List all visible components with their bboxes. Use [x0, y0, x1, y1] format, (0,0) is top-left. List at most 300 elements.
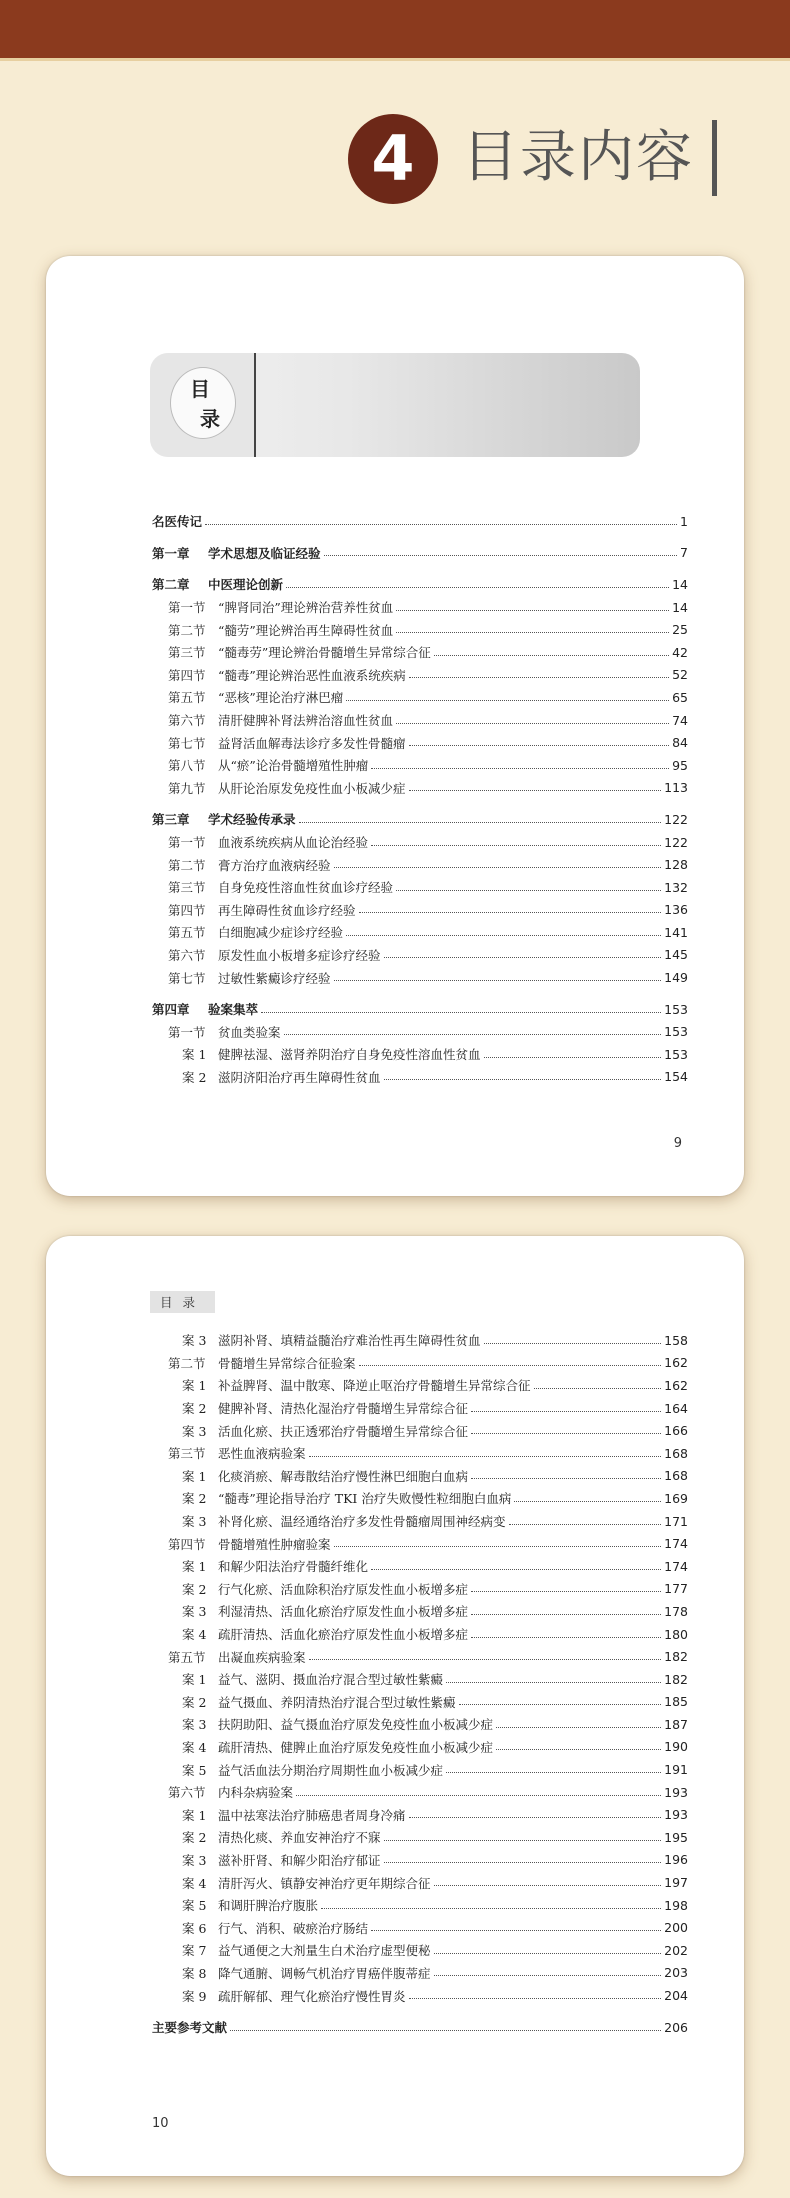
toc-entry-label: [152, 598, 393, 616]
toc-entry-title: 验案集萃: [208, 1002, 259, 1018]
toc-entry-title: “脾肾同治”理论辨治营养性贫血: [218, 600, 394, 616]
toc-entry-page: 206: [664, 2019, 688, 2035]
toc-entry-prefix: 第一章: [152, 545, 190, 561]
toc-entry-title: “髓劳”理论辨治再生障碍性贫血: [218, 622, 394, 638]
toc-entry: [152, 1623, 688, 1646]
toc-leader-dots: [534, 1388, 662, 1389]
toc-entry: [152, 731, 688, 754]
toc-entry-prefix: 案 5: [182, 1762, 207, 1778]
toc-leader-dots: [286, 587, 669, 588]
toc-entry-label: [152, 810, 296, 828]
toc-entry-page: 25: [672, 622, 688, 638]
toc-entry-page: 169: [664, 1490, 688, 1506]
toc-entry-label: [152, 878, 393, 896]
toc-entry-title: 从“瘀”论治骨髓增殖性肿瘤: [218, 758, 369, 774]
toc-entry-prefix: 第六节: [168, 1785, 206, 1801]
toc-entry-label: [152, 711, 393, 729]
toc-leader-dots: [384, 1079, 662, 1080]
toc-entry: [152, 618, 688, 641]
toc-entry: [152, 998, 688, 1021]
toc-entry-title: 降气通腑、调畅气机治疗胃癌伴腹蒂症: [218, 1965, 431, 1981]
toc-entry-label: [152, 575, 283, 593]
toc-leader-dots: [261, 1012, 661, 1013]
toc-entry-page: 198: [664, 1897, 688, 1913]
toc-entry-label: [152, 1738, 493, 1756]
toc-list: [152, 1329, 688, 2038]
toc-entry-title: 血液系统疾病从血论治经验: [218, 835, 369, 851]
toc-leader-dots: [471, 1433, 661, 1434]
toc-entry-title: 补肾化瘀、温经通络治疗多发性骨髓瘤周围神经病变: [218, 1514, 506, 1530]
toc-entry-label: [152, 621, 393, 639]
toc-entry: [152, 1600, 688, 1623]
toc-entry-page: 204: [664, 1988, 688, 2004]
toc-leader-dots: [334, 980, 662, 981]
toc-entry: [152, 966, 688, 989]
toc-leader-dots: [409, 1817, 662, 1818]
top-banner-divider: [0, 58, 790, 61]
toc-entry-title: 骨髓增生异常综合征验案: [218, 1355, 356, 1371]
toc-leader-dots: [484, 1343, 662, 1344]
toc-entry-page: 74: [672, 712, 688, 728]
toc-entry-page: 193: [664, 1784, 688, 1800]
toc-entry-label: [152, 946, 381, 964]
toc-entry-label: [152, 1851, 381, 1869]
toc-leader-dots: [446, 1682, 661, 1683]
toc-entry: [152, 1894, 688, 1917]
toc-entry-page: 195: [664, 1829, 688, 1845]
toc-entry: [152, 1736, 688, 1759]
toc-entry-prefix: 第二章: [152, 577, 190, 593]
toc-entry-label: [152, 643, 431, 661]
toc-entry-title: 再生障碍性贫血诊疗经验: [218, 902, 356, 918]
toc-entry-title: 化痰消瘀、解毒散结治疗慢性淋巴细胞白血病: [218, 1468, 469, 1484]
toc-entry-page: 84: [672, 735, 688, 751]
toc-leader-dots: [371, 845, 661, 846]
toc-entry-prefix: 案 3: [182, 1604, 207, 1620]
toc-entry-title: 和解少阳法治疗骨髓纤维化: [218, 1559, 369, 1575]
toc-entry-label: [152, 901, 356, 919]
toc-entry-page: 182: [664, 1671, 688, 1687]
toc-entry-page: 196: [664, 1852, 688, 1868]
toc-entry-prefix: 第七节: [168, 735, 206, 751]
toc-entry-label: [152, 1896, 318, 1914]
toc-entry-prefix: 第一节: [168, 600, 206, 616]
toc-leader-dots: [334, 1546, 662, 1547]
toc-entry-page: 187: [664, 1716, 688, 1732]
toc-entry-title: 疏肝清热、健脾止血治疗原发免疫性血小板减少症: [218, 1739, 494, 1755]
toc-entry-label: [152, 1489, 511, 1507]
toc-entry: [152, 1020, 688, 1043]
toc-leader-dots: [205, 524, 677, 525]
toc-leader-dots: [384, 1862, 662, 1863]
toc-entry-label: [152, 856, 331, 874]
toc-entry-title: 清肝健脾补肾法辨治溶血性贫血: [218, 713, 394, 729]
toc-entry-title: 贫血类验案: [218, 1024, 281, 1040]
toc-entry-title: 名医传记: [152, 514, 203, 530]
toc-entry-prefix: 案 1: [182, 1047, 207, 1063]
toc-entry: [152, 1803, 688, 1826]
toc-entry-label: [152, 1987, 406, 2005]
toc-entry-page: 174: [664, 1558, 688, 1574]
page-number: 10: [152, 2116, 169, 2131]
toc-entry: [152, 899, 688, 922]
toc-entry: [152, 1442, 688, 1465]
section-number-badge: 4: [348, 114, 438, 204]
toc-entry-title: 健脾补肾、清热化湿治疗骨髓增生异常综合征: [218, 1401, 469, 1417]
toc-banner-char-1: 目: [190, 377, 210, 401]
toc-leader-dots: [471, 1478, 661, 1479]
toc-entry-page: 202: [664, 1942, 688, 1958]
toc-leader-dots: [299, 822, 662, 823]
toc-leader-dots: [396, 890, 661, 891]
toc-entry-label: [152, 1557, 368, 1575]
toc-entry-title: 滋阴济阳治疗再生障碍性贫血: [218, 1069, 381, 1085]
toc-entry-page: 149: [664, 970, 688, 986]
toc-entry: [152, 542, 688, 565]
toc-entry-title: 补益脾肾、温中散寒、降逆止呕治疗骨髓增生异常综合征: [218, 1378, 531, 1394]
toc-leader-dots: [409, 677, 669, 678]
toc-entry-page: 193: [664, 1807, 688, 1823]
toc-entry-title: 出凝血疾病验案: [218, 1649, 306, 1665]
book-page-9: [46, 256, 744, 1196]
toc-entry: [152, 1487, 688, 1510]
toc-entry-title: 活血化瘀、扶正透邪治疗骨髓增生异常综合征: [218, 1423, 469, 1439]
toc-entry-label: [152, 1512, 506, 1530]
toc-entry-prefix: 第五节: [168, 925, 206, 941]
toc-entry-label: [152, 1625, 468, 1643]
toc-entry: [152, 1465, 688, 1488]
toc-entry-title: 益气摄血、养阴清热治疗混合型过敏性紫癜: [218, 1694, 456, 1710]
toc-leader-dots: [384, 957, 662, 958]
toc-entry-prefix: 第二节: [168, 857, 206, 873]
toc-entry-prefix: 案 2: [182, 1581, 207, 1597]
toc-entry-page: 132: [664, 879, 688, 895]
toc-entry-prefix: 第五节: [168, 690, 206, 706]
toc-entry-prefix: 第八节: [168, 758, 206, 774]
toc-entry: [152, 573, 688, 596]
toc-entry: [152, 831, 688, 854]
toc-leader-dots: [359, 912, 662, 913]
toc-entry-prefix: 案 3: [182, 1852, 207, 1868]
toc-entry-page: 191: [664, 1762, 688, 1778]
toc-entry-prefix: 第六节: [168, 713, 206, 729]
toc-entry: [152, 921, 688, 944]
toc-entry-title: 中医理论创新: [208, 577, 284, 593]
toc-entry-page: 171: [664, 1513, 688, 1529]
toc-entry-page: 162: [664, 1355, 688, 1371]
toc-entry-page: 153: [664, 1024, 688, 1040]
toc-entry: [152, 754, 688, 777]
toc-entry: [152, 1374, 688, 1397]
toc-entry: [152, 1871, 688, 1894]
toc-entry-page: 128: [664, 857, 688, 873]
toc-entry-label: [152, 512, 202, 530]
toc-entry-title: 益气、滋阴、摄血治疗混合型过敏性紫癜: [218, 1672, 444, 1688]
toc-entry-title: 白细胞减少症诊疗经验: [218, 925, 344, 941]
toc-entry-label: [152, 1919, 368, 1937]
toc-entry-page: 95: [672, 757, 688, 773]
toc-entry-title: 清肝泻火、镇静安神治疗更年期综合征: [218, 1875, 431, 1891]
toc-entry: [152, 596, 688, 619]
toc-entry-title: 健脾祛湿、滋肾养阴治疗自身免疫性溶血性贫血: [218, 1047, 481, 1063]
toc-entry-prefix: 案 4: [182, 1627, 207, 1643]
toc-entry-title: 恶性血液病验案: [218, 1446, 306, 1462]
toc-leader-dots: [496, 1727, 661, 1728]
toc-entry-prefix: 案 6: [182, 1920, 207, 1936]
toc-entry-page: 203: [664, 1965, 688, 1981]
toc-entry-label: [152, 544, 321, 562]
toc-entry-label: [152, 1068, 381, 1086]
toc-entry: [152, 1555, 688, 1578]
section-header: [0, 100, 790, 210]
toc-entry-label: [152, 1964, 431, 1982]
toc-entry: [152, 664, 688, 687]
toc-entry-title: 滋阴补肾、填精益髓治疗难治性再生障碍性贫血: [218, 1333, 481, 1349]
toc-entry-prefix: 案 2: [182, 1830, 207, 1846]
toc-entry-prefix: 第七节: [168, 970, 206, 986]
toc-entry-title: 学术经验传承录: [208, 812, 296, 828]
toc-entry-page: 113: [664, 780, 688, 796]
toc-entry: [152, 1962, 688, 1985]
toc-entry: [152, 876, 688, 899]
toc-entry: [152, 853, 688, 876]
toc-entry-title: 骨髓增殖性肿瘤验案: [218, 1536, 331, 1552]
toc-entry-prefix: 案 4: [182, 1739, 207, 1755]
toc-entry-label: [152, 1580, 468, 1598]
toc-entry-title: 益气通便之大剂量生白术治疗虚型便秘: [218, 1943, 431, 1959]
toc-entry-title: “髓毒劳”理论辨治骨髓增生异常综合征: [218, 645, 431, 661]
toc-entry-prefix: 案 1: [182, 1378, 207, 1394]
toc-entry: [152, 1578, 688, 1601]
section-title-bar: [712, 120, 717, 196]
toc-leader-dots: [434, 1975, 662, 1976]
toc-entry-title: 行气、消积、破瘀治疗肠结: [218, 1920, 369, 1936]
toc-entry-title: “恶核”理论治疗淋巴瘤: [218, 690, 344, 706]
toc-entry: [152, 944, 688, 967]
toc-entry-label: [152, 1761, 443, 1779]
toc-entry-page: 14: [672, 599, 688, 615]
toc-entry-title: 疏肝清热、活血化瘀治疗原发性血小板增多症: [218, 1627, 469, 1643]
toc-entry-label: [152, 1000, 258, 1018]
toc-entry-prefix: 案 1: [182, 1807, 207, 1823]
toc-entry-label: [152, 1376, 531, 1394]
toc-entry-prefix: 第四节: [168, 1536, 206, 1552]
toc-leader-dots: [309, 1659, 662, 1660]
toc-entry-page: 14: [672, 576, 688, 592]
toc-entry-page: 177: [664, 1581, 688, 1597]
toc-leader-dots: [396, 632, 669, 633]
toc-entry: [152, 1826, 688, 1849]
toc-entry-page: 154: [664, 1069, 688, 1085]
toc-entry-page: 65: [672, 689, 688, 705]
toc-entry-label: [152, 779, 406, 797]
toc-entry-title: 从肝论治原发免疫性血小板减少症: [218, 780, 406, 796]
toc-entry: [152, 1510, 688, 1533]
toc-entry-label: [152, 1023, 281, 1041]
toc-leader-dots: [496, 1749, 661, 1750]
toc-entry-prefix: 案 2: [182, 1491, 207, 1507]
toc-entry-title: 利湿清热、活血化瘀治疗原发性血小板增多症: [218, 1604, 469, 1620]
toc-leader-dots: [471, 1411, 661, 1412]
toc-entry: [152, 641, 688, 664]
toc-entry-prefix: 第一节: [168, 1024, 206, 1040]
toc-entry-title: 行气化瘀、活血除积治疗原发性血小板增多症: [218, 1581, 469, 1597]
toc-entry-page: 42: [672, 644, 688, 660]
toc-entry-label: [152, 1467, 468, 1485]
toc-entry-title: 自身免疫性溶血性贫血诊疗经验: [218, 880, 394, 896]
toc-entry-page: 136: [664, 902, 688, 918]
toc-entry: [152, 1713, 688, 1736]
toc-entry-label: [152, 1806, 406, 1824]
toc-entry-prefix: 第五节: [168, 1649, 206, 1665]
toc-entry-prefix: 案 1: [182, 1559, 207, 1575]
toc-entry: [152, 1043, 688, 1066]
toc-leader-dots: [446, 1772, 661, 1773]
toc-leader-dots: [371, 768, 669, 769]
toc-entry: [152, 1781, 688, 1804]
toc-banner: [150, 353, 640, 457]
toc-entry-page: 141: [664, 924, 688, 940]
toc-entry-label: [152, 969, 331, 987]
toc-entry-prefix: 第四节: [168, 667, 206, 683]
toc-entry: [152, 1668, 688, 1691]
toc-entry-prefix: 第四节: [168, 902, 206, 918]
toc-entry-prefix: 案 9: [182, 1988, 207, 2004]
toc-entry-label: [152, 1670, 443, 1688]
toc-entry: [152, 1939, 688, 1962]
toc-entry-title: 主要参考文献: [152, 2020, 228, 2036]
toc-leader-dots: [371, 1569, 661, 1570]
toc-entry-prefix: 第三节: [168, 880, 206, 896]
toc-entry-label: [152, 2018, 227, 2036]
toc-entry: [152, 1419, 688, 1442]
toc-leader-dots: [509, 1524, 662, 1525]
toc-entry-page: 168: [664, 1445, 688, 1461]
toc-entry-prefix: 案 3: [182, 1423, 207, 1439]
toc-entry-prefix: 第二节: [168, 1355, 206, 1371]
toc-entry-label: [152, 1941, 431, 1959]
toc-entry-prefix: 案 5: [182, 1898, 207, 1914]
toc-entry-label: [152, 1399, 468, 1417]
toc-leader-dots: [471, 1614, 661, 1615]
toc-leader-dots: [434, 655, 669, 656]
toc-leader-dots: [346, 700, 669, 701]
toc-entry-prefix: 案 3: [182, 1514, 207, 1530]
toc-leader-dots: [409, 790, 662, 791]
toc-entry-prefix: 案 2: [182, 1694, 207, 1710]
toc-entry-label: [152, 666, 406, 684]
toc-entry-title: “髓毒”理论辨治恶性血液系统疾病: [218, 667, 406, 683]
toc-list: [152, 510, 688, 1088]
toc-entry-label: [152, 833, 368, 851]
toc-entry-title: 益肾活血解毒法诊疗多发性骨髓瘤: [218, 735, 406, 751]
toc-entry-page: 145: [664, 947, 688, 963]
toc-entry: [152, 709, 688, 732]
toc-entry-page: 174: [664, 1536, 688, 1552]
toc-entry-page: 153: [664, 1046, 688, 1062]
toc-entry-title: 益气活血法分期治疗周期性血小板减少症: [218, 1762, 444, 1778]
toc-entry-prefix: 第三节: [168, 645, 206, 661]
toc-entry-page: 153: [664, 1001, 688, 1017]
toc-leader-dots: [514, 1501, 661, 1502]
toc-entry-title: 和调肝脾治疗腹胀: [218, 1898, 319, 1914]
toc-entry: [152, 1849, 688, 1872]
section-title: 目录内容: [462, 125, 694, 190]
toc-entry-prefix: 案 2: [182, 1069, 207, 1085]
toc-entry-title: 内科杂病验案: [218, 1785, 294, 1801]
toc-leader-dots: [371, 1930, 661, 1931]
toc-entry-prefix: 第一节: [168, 835, 206, 851]
toc-entry-page: 178: [664, 1603, 688, 1619]
toc-leader-dots: [384, 1840, 662, 1841]
toc-entry-prefix: 第二节: [168, 622, 206, 638]
toc-entry-prefix: 案 3: [182, 1333, 207, 1349]
toc-entry: [152, 1329, 688, 1352]
toc-entry-page: 200: [664, 1920, 688, 1936]
toc-entry-title: 疏肝解郁、理气化瘀治疗慢性胃炎: [218, 1988, 406, 2004]
toc-leader-dots: [484, 1057, 662, 1058]
toc-entry: [152, 1397, 688, 1420]
toc-leader-dots: [409, 745, 670, 746]
toc-entry: [152, 1916, 688, 1939]
toc-entry-label: [152, 1874, 431, 1892]
toc-entry-title: 温中祛寒法治疗肺癌患者周身冷痛: [218, 1807, 406, 1823]
toc-entry-page: 162: [664, 1377, 688, 1393]
toc-leader-dots: [230, 2030, 661, 2031]
toc-leader-dots: [324, 555, 678, 556]
toc-leader-dots: [359, 1365, 662, 1366]
toc-leader-dots: [459, 1704, 662, 1705]
toc-entry-page: 158: [664, 1332, 688, 1348]
toc-leader-dots: [296, 1795, 661, 1796]
toc-entry-label: [152, 1648, 306, 1666]
toc-entry-prefix: 第三节: [168, 1446, 206, 1462]
toc-entry: [152, 1691, 688, 1714]
toc-leader-dots: [471, 1637, 661, 1638]
toc-entry-label: [152, 688, 343, 706]
toc-entry-page: 182: [664, 1649, 688, 1665]
toc-entry-prefix: 案 8: [182, 1965, 207, 1981]
toc-entry-prefix: 案 3: [182, 1717, 207, 1733]
toc-leader-dots: [396, 723, 669, 724]
toc-entry: [152, 1532, 688, 1555]
toc-leader-dots: [309, 1456, 662, 1457]
toc-entry-title: 学术思想及临证经验: [208, 545, 321, 561]
toc-leader-dots: [284, 1034, 662, 1035]
toc-entry: [152, 1352, 688, 1375]
toc-entry-label: [152, 734, 406, 752]
toc-leader-dots: [321, 1908, 661, 1909]
toc-entry-page: 185: [664, 1694, 688, 1710]
toc-leader-dots: [471, 1591, 661, 1592]
toc-entry-page: 7: [680, 545, 688, 561]
toc-entry: [152, 510, 688, 533]
toc-entry-prefix: 案 1: [182, 1672, 207, 1688]
toc-entry-title: 原发性血小板增多症诊疗经验: [218, 947, 381, 963]
toc-entry-prefix: 第六节: [168, 947, 206, 963]
toc-entry-prefix: 案 2: [182, 1401, 207, 1417]
toc-entry-label: [152, 1045, 481, 1063]
toc-entry-prefix: 第九节: [168, 780, 206, 796]
toc-entry: [152, 777, 688, 800]
toc-entry-title: 过敏性紫癜诊疗经验: [218, 970, 331, 986]
toc-entry-page: 197: [664, 1875, 688, 1891]
toc-entry-prefix: 第三章: [152, 812, 190, 828]
toc-entry: [152, 1758, 688, 1781]
toc-entry: [152, 1984, 688, 2007]
toc-entry: [152, 686, 688, 709]
toc-entry-page: 168: [664, 1468, 688, 1484]
